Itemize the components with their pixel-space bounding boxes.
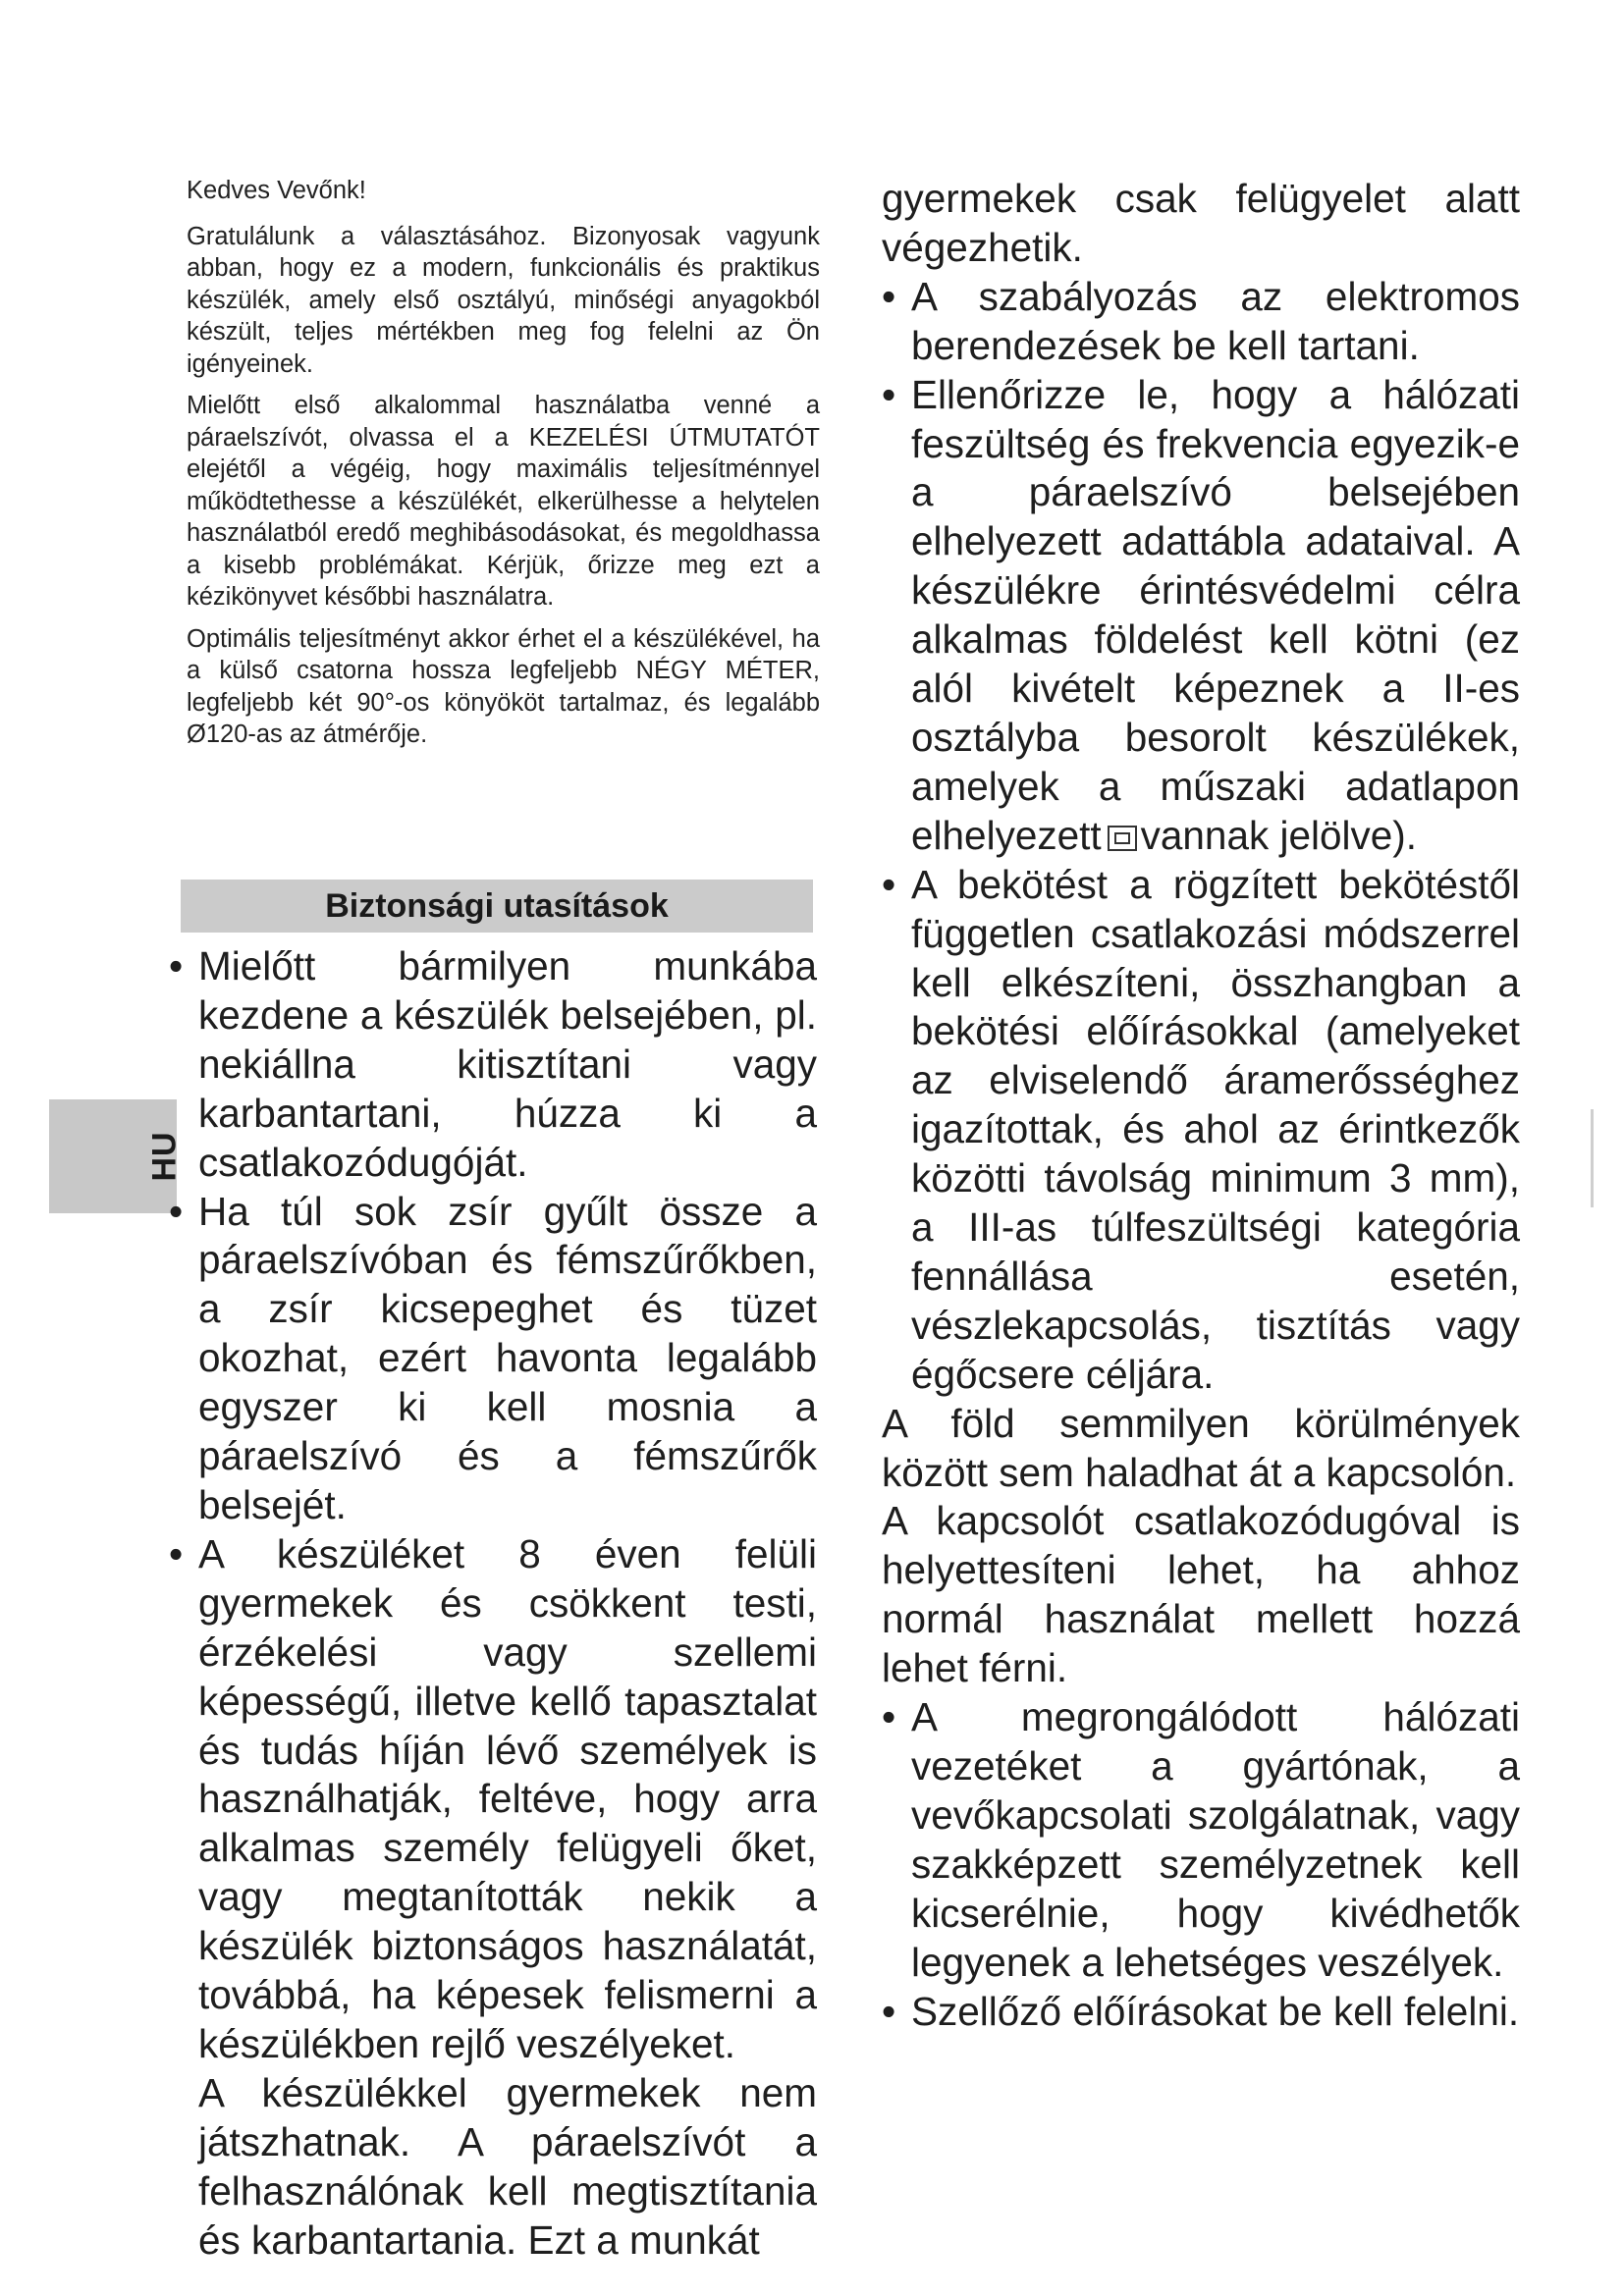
- intro-paragraph-2: Mielőtt első alkalommal használatba venné a páraelszívót, olvassa el a KEZELÉSI ÚTMUTATÓT elejétől a végéig, hogy maximális teljesítménnyel működtethesse a készülékét, elkerülhesse a helytelen használatból eredő meghibásodásokat, és megoldhassa a kisebb problémákat. Kérjük, őrizze meg ezt a kézikönyvet későbbi használatra.: [187, 392, 820, 611]
- safety-item-text: Ellenőrizze le, hogy a hálózati feszültség és frekvencia egyezik-e a páraelszívó belsejében elhelyezett adattábla adataival. A készülékre érintésvédelmi célra alkalmas földelést kell kötni (ez alól kivételt képeznek a II-es osztályba besorolt készülékek, amelyek a műszaki adatlapon elhelyezett: [911, 371, 1520, 858]
- safety-item-text: Szellőző előírásokat be kell felelni.: [911, 1988, 1520, 2034]
- safety-item-continuation: A készülékkel gyermekek nem játszhatnak. A páraelszívót a felhasználónak kell megtisztítania és karbantartania. Ezt a munkát: [198, 2069, 817, 2263]
- bullet-icon: •: [169, 1188, 184, 1234]
- safety-item: [882, 1693, 1520, 1987]
- language-code: HU: [145, 1131, 184, 1182]
- safety-item: [169, 942, 817, 1188]
- page-edge-mark: [1591, 1109, 1594, 1207]
- safety-item-text: A készüléket 8 éven felüli gyermekek és csökkent testi, érzékelési vagy szellemi képességű, illetve kellő tapasztalat és tudás híján lévő személyek is használhatják, feltéve, hogy arra alkalmas személy felügyeli őket, vagy megtanították nekik a készülék biztonságos használatát, továbbá, ha képesek felismerni a készülékben rejlő veszélyeket.: [198, 1530, 817, 2066]
- greeting: Kedves Vevőnk!: [187, 177, 366, 204]
- safety-item-text: A megrongálódott hálózati vezetéket a gyártónak, a vevőkapcsolati szolgálatnak, vagy szakképzett személyzetnek kell kicserélnie, hogy kivédhetők legyenek a lehetséges veszélyek.: [911, 1694, 1520, 1985]
- safety-item-text-end: vannak jelölve).: [1140, 812, 1418, 858]
- safety-item-continuation: A kapcsolót csatlakozódugóval is helyettesíteni lehet, ha ahhoz normál használat mellett hozzá lehet férni.: [882, 1498, 1520, 1691]
- safety-item: [882, 1988, 1520, 2037]
- class-ii-symbol-icon: [1108, 826, 1137, 851]
- safety-item-continuation: A föld semmilyen körülmények között sem haladhat át a kapcsolón.: [882, 1400, 1520, 1495]
- safety-item: [882, 273, 1520, 371]
- intro-text: [187, 175, 820, 761]
- intro-paragraph-1: Gratulálunk a választásához. Bizonyosak vagyunk abban, hogy ez a modern, funkcionális és praktikus készülék, amely első osztályú, minőségi anyagokból készült, teljes mértékben meg fog felelni az Ön igényeinek.: [187, 222, 820, 378]
- bullet-icon: •: [882, 371, 896, 417]
- safety-item-text: Ha túl sok zsír gyűlt össze a páraelszívóban és fémszűrőkben, a zsír kicsepeghet és tüzet okozhat, ezért havonta legalább egyszer ki kell mosnia a páraelszívó és a fémszűrők belsejét.: [198, 1188, 817, 1527]
- safety-item: [169, 1188, 817, 1530]
- safety-item: [882, 371, 1520, 861]
- safety-item-text: Mielőtt bármilyen munkába kezdene a készülék belsejében, pl. nekiállna kitisztítani vagy karbantartani, húzza ki a csatlakozódugóját.: [198, 943, 817, 1185]
- safety-item-text: A bekötést a rögzített bekötéstől független csatlakozási módszerrel kell elkészíteni, összhangban a bekötési előírásokkal (amelyeket az elviselendő áramerősséghez igazítottak, és ahol az érintkezők közötti távolság minimum 3 mm), a III-as túlfeszültségi kategória fennállása esetén, vészlekapcsolás, tisztítás vagy égőcsere céljára.: [911, 861, 1520, 1397]
- bullet-icon: •: [882, 1694, 896, 1740]
- bullet-icon: •: [882, 861, 896, 907]
- safety-right-column: [882, 175, 1520, 2036]
- safety-item-continuation: gyermekek csak felügyelet alatt végezhetik.: [882, 176, 1520, 270]
- safety-left-column: [169, 942, 817, 2265]
- safety-item: [882, 861, 1520, 1400]
- safety-item: [169, 1530, 817, 2069]
- bullet-icon: •: [882, 1988, 896, 2034]
- bullet-icon: •: [882, 273, 896, 319]
- section-heading: Biztonsági utasítások: [181, 880, 813, 933]
- intro-paragraph-3: Optimális teljesítményt akkor érhet el a készülékével, ha a külső csatorna hossza legfeljebb NÉGY MÉTER, legfeljebb két 90°-os könyököt tartalmaz, és legalább Ø120-as az átmérője.: [187, 624, 820, 748]
- safety-item-text: A szabályozás az elektromos berendezések be kell tartani.: [911, 273, 1520, 368]
- bullet-icon: •: [169, 1530, 184, 1576]
- bullet-icon: •: [169, 943, 184, 988]
- language-tab: [49, 1099, 184, 1213]
